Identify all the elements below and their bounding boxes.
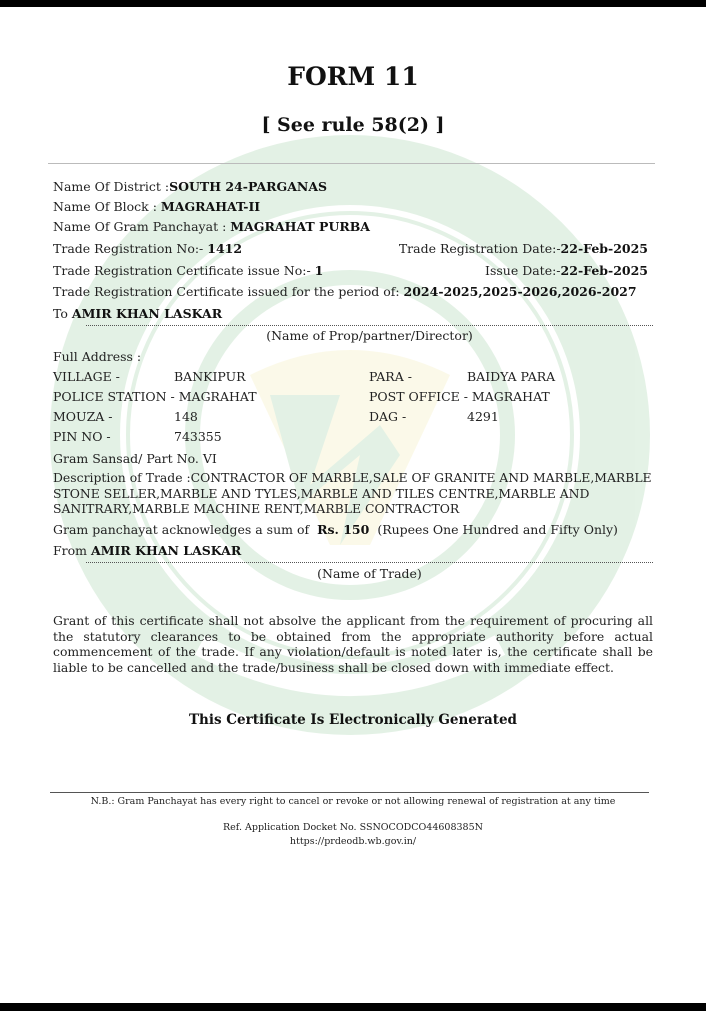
from-row (53, 543, 241, 558)
gram-panchayat-row (53, 219, 370, 234)
village-value: BANKIPUR (174, 369, 246, 384)
footer-divider (50, 792, 649, 793)
gram-panchayat-value: MAGRAHAT PURBA (230, 219, 370, 234)
form-title: FORM 11 (287, 62, 419, 91)
mouza-label: MOUZA - (53, 409, 113, 424)
address-heading: Full Address : (53, 349, 142, 364)
period-label: Trade Registration Certificate issued for the period of: (53, 284, 404, 299)
from-value: AMIR KHAN LASKAR (91, 543, 242, 558)
prop-caption: (Name of Prop/partner/Director) (266, 328, 473, 343)
police-station: POLICE STATION - MAGRAHAT (53, 389, 257, 404)
to-row (53, 306, 222, 321)
trade-description: Description of Trade :CONTRACTOR OF MARBLE,SALE OF GRANITE AND MARBLE,MARBLE STONE SELLER,MARBLE AND TYLES,MARBLE AND TILES CENTRE,MARBLE AND SANITRARY,MARBLE MACHINE RENT,MARBLE CONTRACTOR (53, 470, 652, 516)
top-divider (48, 163, 655, 164)
block-value: MAGRAHAT-II (160, 199, 261, 214)
acknowledgement-amount: Rs. 150 (317, 522, 370, 537)
top-border (0, 0, 706, 7)
prop-dotted-line (86, 325, 653, 326)
block-label: Name Of Block : (53, 199, 161, 214)
registration-date-label: Trade Registration Date:- (398, 241, 561, 256)
village-label: VILLAGE - (53, 369, 120, 384)
para-label: PARA - (369, 369, 412, 384)
trade-dotted-line (86, 562, 653, 563)
pin-label: PIN NO - (53, 429, 111, 444)
post-office: POST OFFICE - MAGRAHAT (369, 389, 550, 404)
nb-note: N.B.: Gram Panchayat has every right to cancel or revoke or not allowing renewal of registration at any time (90, 796, 616, 807)
grant-notice: Grant of this certificate shall not absolve the applicant from the requirement of procuring all the statutory clearances to be obtained from the appropriate authority before actual commencement of the trade. If any violation/default is noted later is, the certificate shall be liable to be cancelled and the trade/business shall be closed down with immediate effect. (53, 613, 653, 675)
acknowledgement-prefix: Gram panchayat acknowledges a sum of (53, 522, 314, 537)
trade-caption: (Name of Trade) (317, 566, 422, 581)
certificate-number-label: Trade Registration Certificate issue No:- (53, 263, 315, 278)
registration-number-label: Trade Registration No:- (53, 241, 208, 256)
form-rule-subtitle: [ See rule 58(2) ] (261, 114, 445, 136)
acknowledgement-row (53, 522, 618, 537)
registration-number-row (53, 241, 242, 256)
period-row (53, 284, 637, 299)
para-value: BAIDYA PARA (467, 369, 556, 384)
issue-date-row (485, 263, 648, 278)
issue-date-value: 22-Feb-2025 (560, 263, 648, 278)
reference-docket: Ref. Application Docket No. SSNOCODCO44608385N (223, 822, 483, 833)
registration-date-row (399, 241, 648, 256)
block-row (53, 199, 260, 214)
registration-date-value: 22-Feb-2025 (560, 241, 648, 256)
portal-url[interactable]: https://prdeodb.wb.gov.in/ (289, 836, 417, 847)
mouza-value: 148 (174, 409, 198, 424)
to-value: AMIR KHAN LASKAR (71, 306, 223, 321)
to-label: To (53, 306, 72, 321)
district-value: SOUTH 24-PARGANAS (169, 179, 328, 194)
period-value: 2024-2025,2025-2026,2026-2027 (403, 284, 637, 299)
gram-sansad: Gram Sansad/ Part No. VI (53, 451, 217, 466)
gram-panchayat-label: Name Of Gram Panchayat : (53, 219, 231, 234)
acknowledgement-words: (Rupees One Hundred and Fifty Only) (377, 522, 618, 537)
pin-value: 743355 (174, 429, 222, 444)
from-label: From (53, 543, 92, 558)
dag-label: DAG - (369, 409, 407, 424)
bottom-border (0, 1003, 706, 1011)
certificate-number-row (53, 263, 323, 278)
dag-value: 4291 (467, 409, 499, 424)
district-row (53, 179, 327, 194)
issue-date-label: Issue Date:- (485, 263, 561, 278)
electronic-notice: This Certificate Is Electronically Generated (189, 712, 517, 728)
certificate-number-value: 1 (314, 263, 324, 278)
registration-number-value: 1412 (207, 241, 243, 256)
district-label: Name Of District : (53, 179, 170, 194)
